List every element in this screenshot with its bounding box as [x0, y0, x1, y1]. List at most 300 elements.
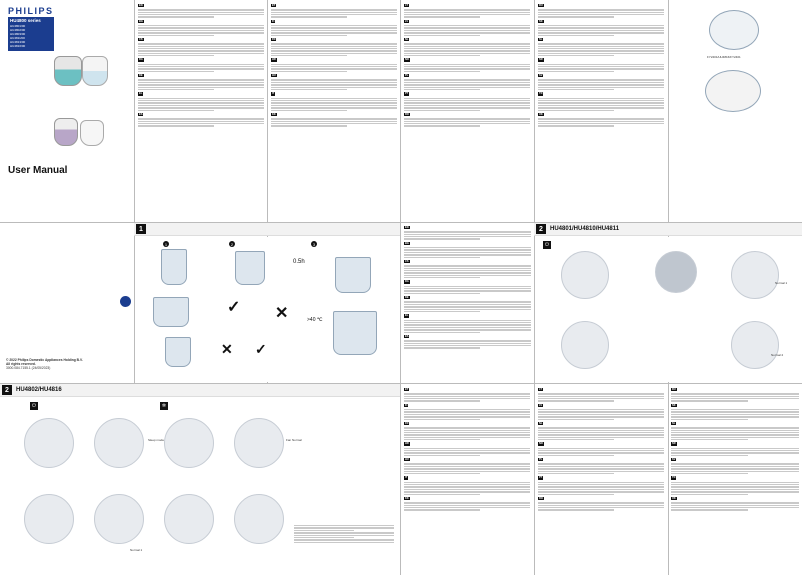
step-2b-illustrations [0, 398, 400, 575]
safety-text-column-4 [538, 4, 664, 220]
text-line [294, 530, 354, 531]
language-block [404, 458, 530, 474]
text-line [538, 46, 664, 47]
model-2: HU4802/00 [10, 28, 26, 32]
text-line [404, 432, 530, 433]
text-line [538, 432, 664, 433]
text-line [538, 471, 664, 472]
text-line [271, 16, 347, 17]
text-line [538, 411, 664, 412]
text-line [671, 427, 799, 428]
text-line [138, 89, 214, 90]
step-1-text-column [401, 223, 534, 383]
text-line [138, 107, 264, 108]
text-line [538, 473, 614, 474]
text-line [538, 107, 664, 108]
text-line [271, 68, 397, 69]
step-2b-note [294, 524, 394, 564]
safety-text-column-1 [138, 4, 264, 220]
language-block [404, 388, 530, 402]
model-6: HU4816/00 [10, 44, 26, 48]
text-line [538, 507, 664, 508]
language-block [404, 38, 530, 57]
text-line [671, 484, 799, 485]
language-code: NL [405, 37, 409, 41]
text-line [271, 100, 397, 101]
language-block [538, 20, 664, 36]
text-line [538, 409, 664, 410]
text-line [404, 277, 480, 278]
language-block [538, 404, 664, 420]
text-line [271, 64, 397, 65]
text-line [671, 509, 748, 510]
text-line [138, 12, 264, 13]
language-code: EL [405, 314, 409, 318]
text-line [404, 489, 530, 490]
text-line [271, 48, 397, 49]
language-code: NL [539, 421, 543, 425]
philips-logo: PHILIPS [8, 6, 54, 16]
text-line [538, 100, 664, 101]
language-block [404, 497, 530, 511]
text-line [138, 16, 214, 17]
text-line [404, 25, 530, 26]
text-line [671, 463, 799, 464]
text-line [538, 32, 664, 33]
language-code: NO [539, 442, 543, 446]
text-line [671, 432, 799, 433]
language-block [538, 422, 664, 441]
text-line [404, 347, 480, 348]
text-line [404, 121, 530, 122]
text-line [271, 87, 397, 88]
text-line [538, 64, 664, 65]
text-line [404, 14, 530, 15]
text-line [404, 35, 480, 36]
language-code: EL [139, 92, 143, 96]
text-line [538, 98, 664, 99]
filter-bottom-image [705, 70, 761, 112]
text-line [404, 448, 530, 449]
model-4: HU4811/00 [10, 36, 25, 40]
text-line [404, 509, 480, 510]
text-line [271, 30, 397, 31]
text-line [404, 396, 530, 397]
text-line [271, 121, 397, 122]
step-badge: 1 [164, 241, 168, 247]
text-line [271, 55, 347, 56]
text-line [538, 25, 664, 26]
text-line [404, 247, 531, 248]
text-line [404, 416, 530, 417]
language-code: FR [405, 421, 409, 425]
text-line [538, 79, 664, 80]
text-line [538, 416, 664, 417]
text-line [404, 301, 531, 302]
model-box [8, 17, 54, 51]
language-code: HR [405, 442, 409, 446]
text-line [404, 102, 530, 103]
control-panel-image [164, 494, 214, 544]
check-icon: ✓ [255, 341, 267, 357]
step-2a-illustrations [535, 237, 801, 382]
text-line [671, 491, 799, 492]
text-line [671, 400, 748, 401]
language-block [138, 58, 264, 72]
language-code: BG [139, 19, 143, 23]
text-line [538, 482, 664, 483]
text-line [138, 27, 264, 28]
copyright: © 2022 Philips Domestic Appliances Holding B.V. [6, 358, 83, 362]
text-line [404, 409, 530, 410]
temperature-label: >40 ℃ [307, 317, 323, 323]
instruction-text-column-3 [671, 388, 799, 572]
text-line [404, 452, 530, 453]
safety-text-column-3 [404, 4, 530, 220]
text-line [404, 32, 530, 33]
text-line [671, 416, 799, 417]
text-line [538, 66, 664, 67]
text-line [404, 71, 480, 72]
language-block [404, 74, 530, 90]
text-line [404, 332, 480, 333]
text-line [271, 14, 397, 15]
language-block [538, 442, 664, 456]
text-line [138, 87, 264, 88]
language-code: LT [405, 4, 408, 7]
text-line [404, 275, 531, 276]
language-block [538, 92, 664, 111]
text-line [404, 231, 531, 232]
philips-shield-icon [120, 296, 131, 307]
text-line [404, 66, 530, 67]
text-line [538, 125, 614, 126]
step-title: HU4802/HU4816 [16, 387, 62, 393]
text-line [671, 502, 799, 503]
language-code: PL [539, 458, 543, 462]
text-line [138, 100, 264, 101]
text-line [404, 419, 480, 420]
language-block [404, 476, 530, 495]
language-code: TR [539, 92, 543, 96]
text-line [404, 463, 530, 464]
text-line [404, 110, 480, 111]
text-line [404, 43, 530, 44]
text-line [404, 482, 530, 483]
text-line [404, 473, 480, 474]
humidifier-white-image [82, 56, 108, 86]
text-line [538, 505, 664, 506]
language-block [271, 74, 397, 90]
language-code: LV [539, 403, 543, 407]
language-code: RO [539, 496, 543, 500]
step-badge: 3 [312, 241, 316, 247]
language-block [671, 404, 799, 420]
language-block [138, 4, 264, 18]
text-line [271, 35, 347, 36]
language-block [404, 335, 531, 349]
text-line [538, 455, 614, 456]
language-code: DE [139, 74, 143, 78]
text-line [138, 14, 264, 15]
text-line [671, 393, 799, 394]
control-panel-image [561, 321, 609, 369]
step-number: 2 [536, 224, 546, 234]
control-panel-image [561, 251, 609, 299]
text-line [404, 398, 530, 399]
step-2b-header [0, 384, 400, 397]
text-line [271, 46, 397, 47]
language-block [538, 497, 664, 511]
text-line [138, 125, 214, 126]
language-block [271, 92, 397, 111]
text-line [671, 409, 799, 410]
text-line [671, 494, 748, 495]
text-line [404, 393, 530, 394]
text-line [671, 468, 799, 469]
text-line [538, 448, 664, 449]
model-5: HU4813/00 [10, 40, 26, 44]
language-code: TR [672, 476, 676, 480]
text-line [404, 290, 531, 291]
language-block [404, 58, 530, 72]
language-block [404, 280, 531, 294]
step-1-text [404, 226, 531, 380]
language-block [271, 113, 397, 127]
text-line [671, 396, 799, 397]
water-bucket-image [333, 311, 377, 355]
language-block [404, 260, 531, 279]
text-line [404, 466, 530, 467]
text-line [538, 87, 664, 88]
text-line [538, 463, 664, 464]
language-code: DA [139, 58, 143, 62]
language-block [671, 497, 799, 511]
language-block [538, 458, 664, 474]
model-1: HU4801/00 [10, 24, 26, 28]
text-line [404, 48, 530, 49]
text-line [538, 434, 664, 435]
language-code: SL [539, 37, 543, 41]
language-block [138, 92, 264, 111]
text-line [271, 110, 347, 111]
text-line [404, 486, 530, 487]
filter-top-image [709, 10, 759, 50]
text-line [538, 82, 664, 83]
text-line [271, 107, 397, 108]
text-line [404, 484, 530, 485]
text-line [404, 55, 480, 56]
text-line [404, 345, 531, 346]
text-line [538, 398, 664, 399]
text-line [404, 79, 530, 80]
text-line [404, 46, 530, 47]
language-code: LV [405, 19, 409, 23]
text-line [404, 87, 530, 88]
text-line [671, 450, 799, 451]
text-line [671, 482, 799, 483]
language-block [671, 476, 799, 495]
language-block [138, 113, 264, 127]
text-line [538, 105, 664, 106]
text-line [538, 14, 664, 15]
control-panel-image [731, 251, 779, 299]
text-line [294, 532, 394, 533]
text-line [138, 64, 264, 65]
text-line [404, 249, 531, 250]
text-line [538, 502, 664, 503]
text-line [271, 25, 397, 26]
text-line [671, 434, 799, 435]
language-block [404, 296, 531, 312]
text-line [538, 27, 664, 28]
doc-number: 3000.084.7155.1 (24/05/2023) [6, 366, 51, 370]
language-code: PT [405, 92, 409, 96]
language-block [538, 113, 664, 127]
text-line [271, 98, 397, 99]
text-line [404, 304, 531, 305]
step-badge: 2 [230, 241, 234, 247]
model-3: HU4803/00 [10, 32, 26, 36]
rights: All rights reserved. [6, 362, 36, 366]
text-line [138, 102, 264, 103]
language-code: EN [405, 226, 409, 229]
text-line [671, 419, 748, 420]
instruction-text-column-2 [538, 388, 664, 572]
text-line [138, 84, 264, 85]
text-line [671, 437, 799, 438]
divider [668, 384, 669, 575]
text-line [404, 50, 530, 51]
filter-install-image [153, 297, 189, 327]
humidifier-lilac-image [54, 118, 78, 146]
text-line [538, 68, 664, 69]
instruction-text-column-1 [404, 388, 530, 572]
language-block [404, 242, 531, 258]
mode-label: Sleep mode [148, 438, 165, 442]
text-line [538, 491, 664, 492]
text-line [404, 234, 531, 235]
text-line [671, 471, 799, 472]
text-line [404, 98, 530, 99]
text-line [671, 439, 748, 440]
text-line [404, 322, 531, 323]
text-line [138, 46, 264, 47]
text-line [271, 71, 347, 72]
text-line [538, 489, 664, 490]
text-line [671, 398, 799, 399]
text-line [671, 452, 799, 453]
text-line [404, 414, 530, 415]
language-code: ET [405, 388, 409, 391]
text-line [138, 105, 264, 106]
text-line [404, 437, 530, 438]
tank-image [235, 251, 265, 285]
language-block [271, 38, 397, 57]
text-line [404, 288, 531, 289]
text-line [404, 257, 480, 258]
text-line [271, 43, 397, 44]
language-code: UK [539, 112, 543, 116]
text-line [271, 9, 397, 10]
text-line [271, 66, 397, 67]
cup-image [165, 337, 191, 367]
text-line [404, 68, 530, 69]
text-line [538, 452, 664, 453]
language-code: SK [672, 403, 676, 407]
text-line [404, 434, 530, 435]
device-lift-image [161, 249, 187, 285]
language-block [538, 74, 664, 90]
text-line [404, 107, 530, 108]
mode-label: Normal 1 [130, 548, 143, 552]
language-code: FI [272, 19, 275, 23]
text-line [538, 393, 664, 394]
language-block [271, 4, 397, 18]
language-code: DE [405, 296, 409, 300]
text-line [271, 53, 397, 54]
text-line [404, 468, 530, 469]
control-panel-image [164, 418, 214, 468]
text-line [538, 486, 664, 487]
language-block [538, 58, 664, 72]
text-line [671, 448, 799, 449]
text-line [404, 491, 530, 492]
text-line [294, 535, 394, 536]
text-line [294, 527, 394, 528]
text-line [271, 102, 397, 103]
power-icon: ⏻ [30, 402, 38, 410]
language-block [404, 92, 530, 111]
text-line [404, 400, 480, 401]
fan-icon: ✲ [161, 403, 167, 409]
text-line [404, 236, 531, 237]
text-line [271, 105, 397, 106]
language-code: SV [672, 458, 676, 462]
text-line [404, 30, 530, 31]
power-icon: ⏻ [543, 241, 551, 249]
language-code: NO [405, 58, 409, 62]
manual-title: User Manual [8, 165, 68, 176]
text-line [404, 268, 531, 269]
text-line [138, 98, 264, 99]
text-line [538, 53, 664, 54]
language-block [271, 20, 397, 36]
language-block [138, 20, 264, 36]
language-code: SR [539, 58, 543, 62]
language-code: CS [405, 259, 409, 263]
text-line [271, 125, 347, 126]
text-line [671, 486, 799, 487]
text-line [404, 105, 530, 106]
text-line [404, 306, 531, 307]
text-line [404, 125, 480, 126]
language-code: KK [272, 112, 276, 116]
step-1-header [134, 223, 400, 236]
text-line [138, 110, 214, 111]
text-line [538, 427, 664, 428]
text-line [404, 411, 530, 412]
step-number: 1 [136, 224, 146, 234]
text-line [294, 542, 394, 543]
text-line [404, 505, 530, 506]
cross-icon: ✕ [275, 305, 289, 322]
text-line [671, 507, 799, 508]
text-line [138, 55, 214, 56]
language-block [138, 74, 264, 90]
text-line [404, 430, 530, 431]
text-line [538, 414, 664, 415]
